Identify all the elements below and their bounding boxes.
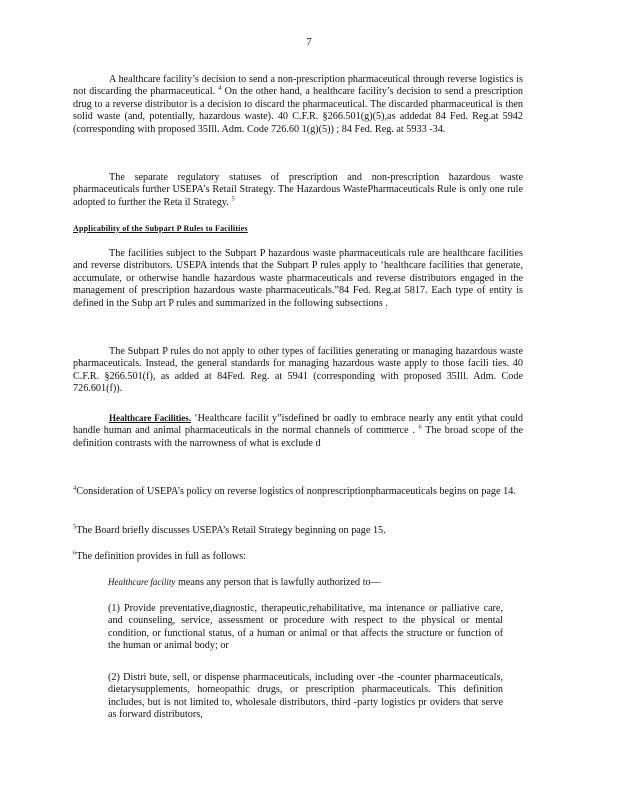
paragraph-text: The Subpart P rules do not apply to other types of facilities generating or managing hazardous waste pharmaceuticals. Instead, the general standards for managing hazardous waste apply to those facili ties. 40 C.F.R. §266.501(f), as added at 84Fed. Reg. at 5941 (corresponding with proposed 35Ill. Adm. Code 726.601(f)). <box>73 346 523 395</box>
paragraph-text: The facilities subject to the Subpart P hazardous waste pharmaceuticals rule are healthcare facilities and reverse distributors. USEPA intends that the Subpart P rules apply to ‘healthcare facilities that generate, accumulate, or otherwise handle hazardous waste pharmaceuticals and reverse distributors engaged in the management of prescription hazardous waste pharmaceuticals.”84 Fed. Reg.at 5817. Each type of entity is defined in the Subp art P rules and summarized in the following subsections . <box>73 248 523 309</box>
paragraph-reverse-logistics <box>73 74 523 136</box>
page-number: 7 <box>306 36 312 48</box>
paragraph-healthcare-facilities <box>73 412 523 450</box>
section-heading: Applicability of the Subpart P Rules to Facilities <box>73 224 248 233</box>
paragraph-text: The broad scope of the definition contrasts with the narrowness of what is exclude d <box>73 425 523 449</box>
definition-intro <box>108 576 503 589</box>
definition-term: Healthcare facility <box>108 577 176 587</box>
footnote-text: The definition provides in full as follows: <box>76 551 247 562</box>
footnote-ref-4: 4 <box>218 85 222 93</box>
paragraph-text: On the other hand, a healthcare facility’s decision to send a prescription drug to a reverse distributor is a decision to discard the pharmaceutical. The discarded pharmaceutical is then solid waste (and, potentially, hazardous waste). 40 C.F.R. §266.501(g)(5),as addedat 84 Fed. Reg.at 5942 (corresponding with proposed 35Ill. Adm. Code 726.60 1(g)(5)) ; 84 Fed. Reg. at 5933 -34. <box>73 86 524 135</box>
healthcare-facilities-term: Healthcare Facilities. <box>109 413 192 423</box>
definition-item-1 <box>108 603 503 653</box>
definition-intro-text: means any person that is lawfully authorized to— <box>177 577 381 588</box>
paragraph-regulatory-statuses <box>73 172 523 209</box>
footnote-mark: 5 <box>73 523 77 531</box>
paragraph-text: The separate regulatory statuses of prescription and non-prescription hazardous waste pharmaceuticals further USEPA’s Retail Strategy. The Hazardous WastePharmaceuticals Rule is only one rule adopted to further the Reta il Strategy. <box>73 172 523 208</box>
paragraph-text: ‘Healthcare facilit y”isdefined br oadly to embrace nearly any entit ythat could handle human and animal pharmaceuticals in the normal channels of commerce . <box>73 413 523 437</box>
footnote-text: The Board briefly discusses USEPA’s Retail Strategy beginning on page 15. <box>76 525 386 536</box>
paragraph-facilities-subject <box>73 248 523 310</box>
footnote-4 <box>73 486 523 498</box>
footnote-mark: 6 <box>73 549 77 557</box>
paragraph-text: A healthcare facility’s decision to send a non-prescription pharmaceutical through reverse logistics is not discarding the pharmaceutical. <box>73 74 523 98</box>
paragraph-other-facilities <box>73 346 523 396</box>
footnote-ref-6: 6 <box>418 424 422 432</box>
footnote-6 <box>73 551 523 563</box>
definition-item-2 <box>108 672 503 722</box>
definition-item-text: (1) Provide preventative,diagnostic, therapeutic,rehabilitative, ma intenance or palliative care, and counseling, service, assessment or procedure with respect to the physical or mental condition, or functional status, of a human or animal or that affects the structure or function of the human or animal body; or <box>108 603 503 652</box>
footnote-mark: 4 <box>73 484 77 492</box>
footnote-5 <box>73 525 523 537</box>
footnote-ref-5: 5 <box>231 195 235 203</box>
definition-item-text: (2) Distri bute, sell, or dispense pharmaceuticals, including over -the -counter pharmaceuticals, dietarysupplements, homeopathic drugs, or prescription pharmaceuticals. This definition includes, but is not limited to, wholesale distributors, third -party logistics pr oviders that serve as forward distributors, <box>108 672 503 721</box>
footnote-text: Consideration of USEPA’s policy on reverse logistics of nonprescriptionpharmaceuticals begins on page 14. <box>76 486 516 497</box>
